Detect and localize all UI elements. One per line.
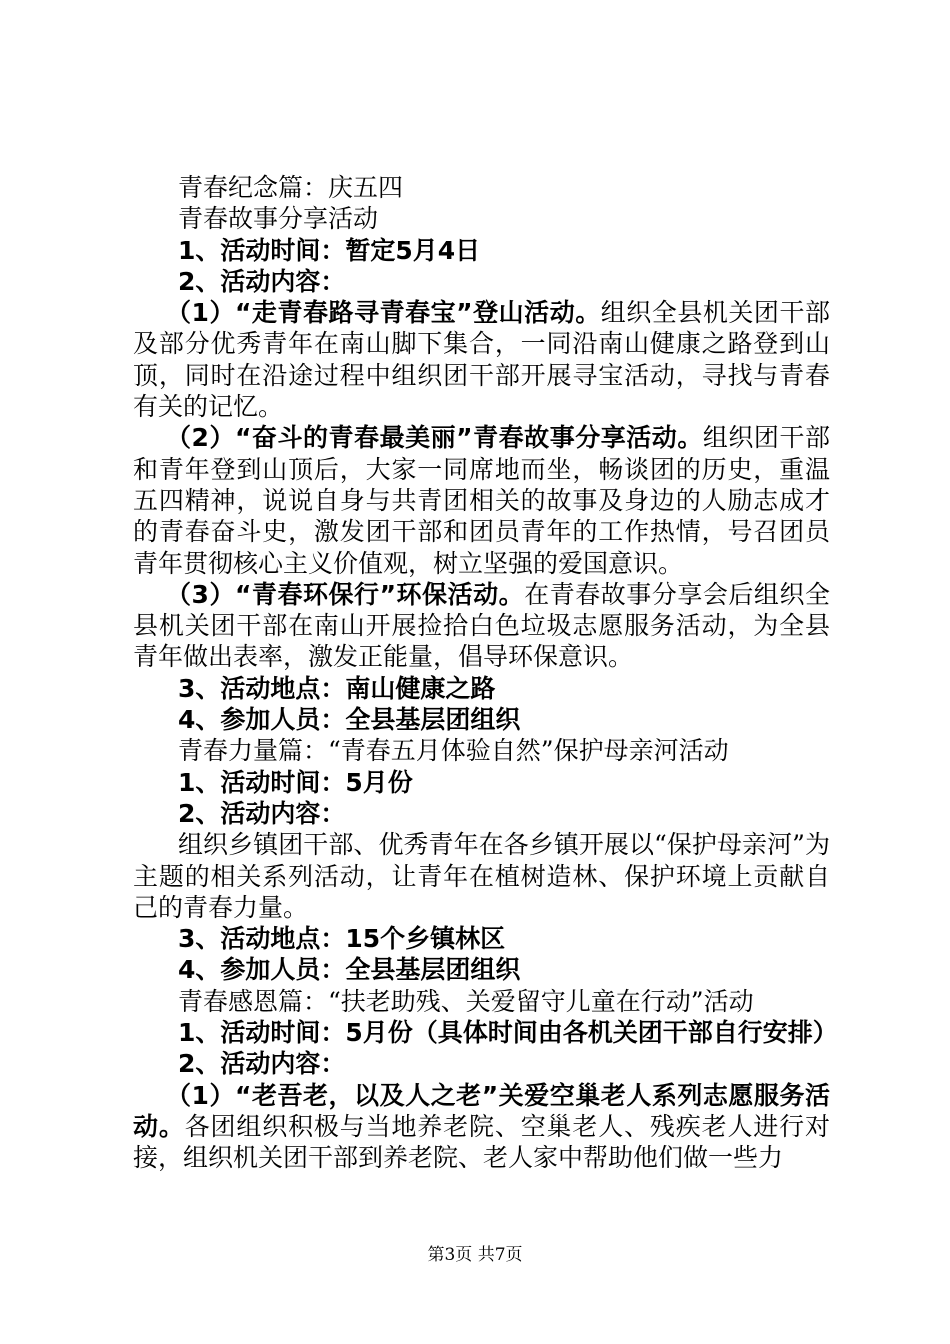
section-heading-strength: 青春力量篇：“青春五月体验自然”保护母亲河活动 <box>178 736 729 766</box>
paragraph-elderly-care <box>133 1080 830 1174</box>
activity-location: 3、活动地点：南山健康之路 <box>178 673 496 703</box>
paragraph-elderly-care-body: 各团组织积极与当地养老院、空巢老人、残疾老人进行对接，组织机关团干部到养老院、老人家中帮助他们做一些力 <box>133 1111 830 1173</box>
paragraph-hiking-title: （1）“走青春路寻青春宝”登山活动。 <box>166 298 601 328</box>
section-heading-gratitude: 青春感恩篇：“扶老助残、关爱留守儿童在行动”活动 <box>178 986 754 1016</box>
paragraph-story-sharing <box>133 422 830 578</box>
paragraph-hiking <box>133 297 830 422</box>
activity-time-3: 1、活动时间：5月份（具体时间由各机关团干部自行安排） <box>178 1018 838 1048</box>
paragraph-hiking-body: 组织全县机关团干部及部分优秀青年在南山脚下集合，一同沿南山健康之路登到山顶，同时在沿途过程中组织团干部开展寻宝活动，寻找与青春有关的记忆。 <box>133 298 830 422</box>
section-heading-commemoration: 青春纪念篇：庆五四 <box>178 173 404 202</box>
activity-content-label: 2、活动内容： <box>178 266 346 296</box>
activity-location-2: 3、活动地点：15个乡镇林区 <box>178 924 506 954</box>
activity-content-label-2: 2、活动内容： <box>178 798 346 828</box>
activity-content-label-3: 2、活动内容： <box>178 1049 346 1079</box>
activity-time-2: 1、活动时间：5月份 <box>178 767 413 797</box>
activity-title: 青春故事分享活动 <box>178 204 379 234</box>
paragraph-mother-river: 组织乡镇团干部、优秀青年在各乡镇开展以“保护母亲河”为主题的相关系列活动，让青年在植树造林、保护环境上贡献自己的青春力量。 <box>133 830 830 922</box>
activity-participants: 4、参加人员：全县基层团组织 <box>178 705 521 735</box>
activity-participants-2: 4、参加人员：全县基层团组织 <box>178 955 521 985</box>
paragraph-environmental-body: 在青春故事分享会后组织全县机关团干部在南山开展捡拾白色垃圾志愿服务活动，为全县青年做出表率，激发正能量，倡导环保意识。 <box>133 579 830 672</box>
paragraph-story-sharing-body: 组织团干部和青年登到山顶后，大家一同席地而坐，畅谈团的历史，重温五四精神，说说自身与共青团相关的故事及身边的人励志成才的青春奋斗史，激发团干部和团员青年的工作热情，号召团员青年贯彻核心主义价值观，树立坚强的爱国意识。 <box>133 423 830 578</box>
document-body <box>133 172 838 1174</box>
activity-time: 1、活动时间：暂定5月4日 <box>178 235 481 265</box>
paragraph-story-sharing-title: （2）“奋斗的青春最美丽”青春故事分享活动。 <box>166 423 703 453</box>
page-number: 第3页 共7页 <box>427 1245 523 1265</box>
paragraph-environmental <box>133 579 830 673</box>
paragraph-elderly-care-title: （1）“老吾老，以及人之老”关爱空巢老人系列志愿服务活动。 <box>133 1080 830 1141</box>
paragraph-environmental-title: （3）“青春环保行”环保活动。 <box>166 579 525 609</box>
